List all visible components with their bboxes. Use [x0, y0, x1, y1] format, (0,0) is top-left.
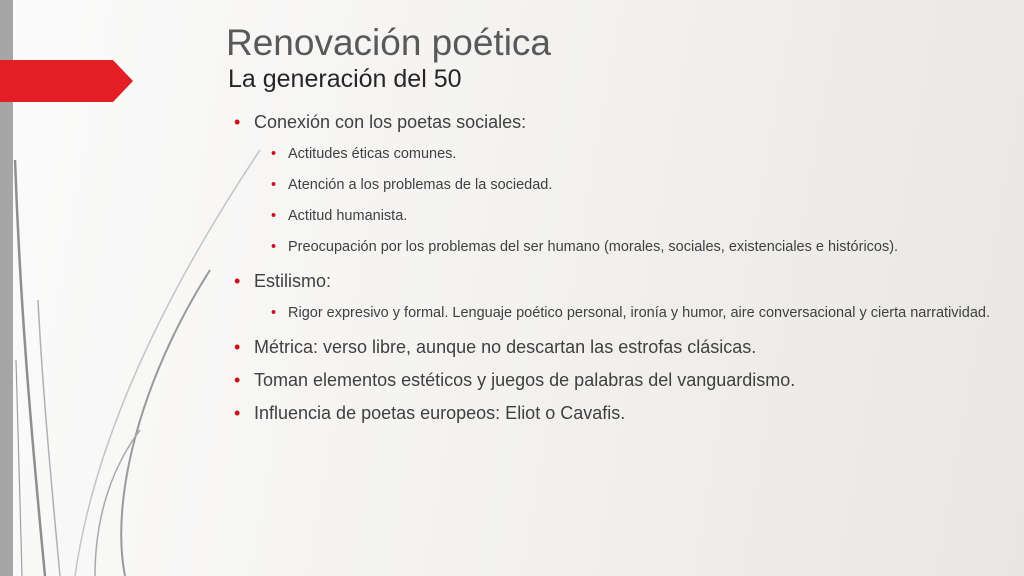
bullet-icon: •	[271, 177, 277, 193]
bullet-icon: •	[234, 403, 241, 423]
bullet-icon: •	[234, 112, 241, 132]
list-subitem	[266, 144, 992, 164]
list-item-text: Rigor expresivo y formal. Lenguaje poético personal, ironía y humor, aire conversacional y cierta narratividad.	[288, 305, 990, 321]
list-item-text: Actitudes éticas comunes.	[288, 146, 457, 162]
list-subitem	[266, 175, 992, 195]
list-item-text: Atención a los problemas de la sociedad.	[288, 177, 553, 193]
bullet-icon: •	[271, 305, 277, 321]
list-item-text: Toman elementos estéticos y juegos de palabras del vanguardismo.	[254, 370, 796, 390]
slide-subtitle: La generación del 50	[228, 65, 462, 93]
bullet-icon: •	[234, 271, 241, 291]
list-item	[232, 111, 992, 133]
red-arrow-tab	[0, 60, 133, 102]
list-item-text: Métrica: verso libre, aunque no descartan las estrofas clásicas.	[254, 337, 757, 357]
bullet-icon: •	[271, 208, 277, 224]
list-subitem	[266, 237, 992, 257]
slide-title: Renovación poética	[226, 22, 551, 63]
curve-line	[95, 430, 140, 576]
list-item	[232, 270, 992, 292]
list-subitem	[266, 206, 992, 226]
bullet-list	[232, 111, 992, 435]
list-item-text: Conexión con los poetas sociales:	[254, 112, 527, 132]
curve-line	[121, 270, 210, 576]
list-item	[232, 402, 992, 424]
list-item-text: Estilismo:	[254, 271, 332, 291]
list-item	[232, 369, 992, 391]
list-item	[232, 336, 992, 358]
curve-line	[15, 160, 45, 576]
list-item-text: Preocupación por los problemas del ser humano (morales, sociales, existenciales e históricos).	[288, 239, 899, 255]
list-item-text: Influencia de poetas europeos: Eliot o Cavafis.	[254, 403, 626, 423]
list-subitem	[266, 303, 992, 323]
bullet-icon: •	[271, 239, 277, 255]
list-item-text: Actitud humanista.	[288, 208, 408, 224]
bullet-icon: •	[234, 337, 241, 357]
bullet-icon: •	[271, 146, 277, 162]
curve-line	[16, 360, 22, 576]
bullet-icon: •	[234, 370, 241, 390]
